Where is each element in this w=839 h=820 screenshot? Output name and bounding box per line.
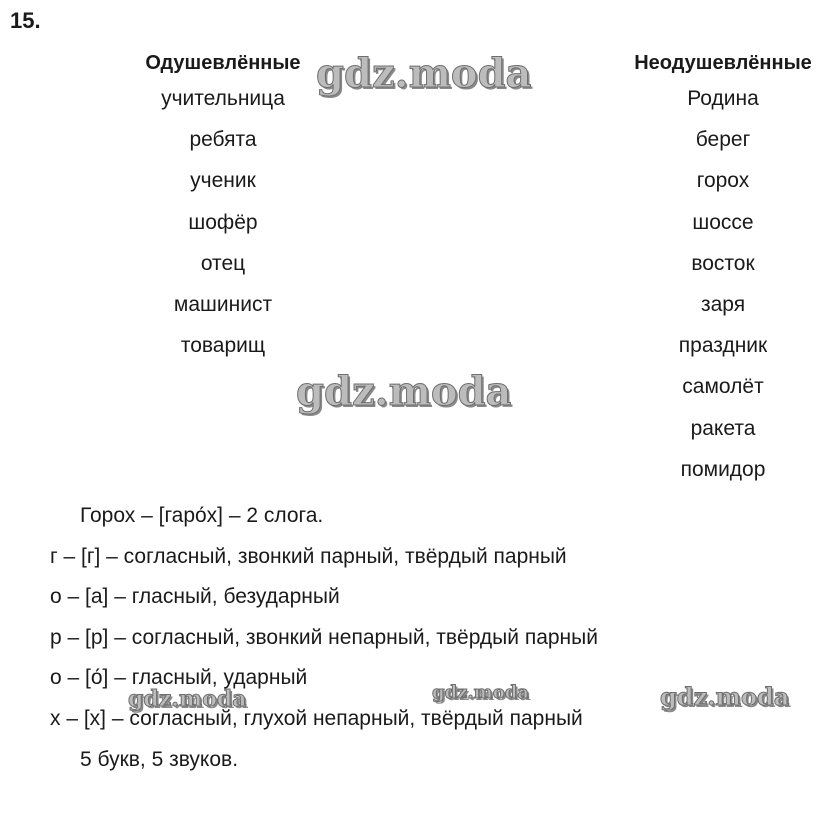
watermark: gdz.moda — [432, 682, 529, 703]
letter-analysis-line: о – [о́] – гласный, ударный — [50, 666, 308, 690]
list-item: шофёр — [188, 210, 258, 234]
list-item: шоссе — [692, 210, 754, 234]
list-item: ракета — [690, 416, 756, 440]
animate-column — [112, 48, 334, 366]
list-item: ученик — [190, 169, 256, 193]
letter-analysis-line: х – [х] – согласный, глухой непарный, твёрдый парный — [50, 706, 583, 730]
list-item: учительница — [161, 87, 285, 110]
letter-analysis-line: г – [г] – согласный, звонкий парный, твёрдый парный — [50, 544, 567, 568]
animate-list — [112, 78, 334, 366]
list-item: берег — [695, 128, 751, 152]
letter-analysis-line: о – [а] – гласный, безударный — [50, 585, 340, 609]
list-item: машинист — [173, 292, 273, 316]
inanimate-heading: Неодушевлённые — [634, 52, 812, 74]
inanimate-list — [612, 78, 834, 490]
animate-heading: Одушевлённые — [145, 52, 301, 74]
inanimate-column — [612, 48, 834, 490]
watermark: gdz.moda — [660, 682, 790, 711]
watermark: gdz.moda — [128, 686, 247, 712]
letter-analysis-line: р – [р] – согласный, звонкий непарный, твёрдый парный — [50, 625, 598, 649]
exercise-number: 15. — [10, 8, 41, 33]
list-item: отец — [200, 251, 246, 275]
phonetic-analysis — [50, 496, 810, 780]
analysis-intro: Горох – [гаро́х] – 2 слога. — [80, 504, 324, 527]
watermark: gdz.moda — [316, 50, 532, 97]
list-item: товарищ — [180, 334, 266, 358]
list-item: самолёт — [682, 375, 764, 399]
list-item: праздник — [678, 334, 768, 358]
list-item: заря — [700, 292, 746, 316]
list-item: Родина — [687, 87, 759, 110]
watermark: gdz.moda — [296, 368, 512, 415]
list-item: помидор — [680, 457, 766, 481]
analysis-summary: 5 букв, 5 звуков. — [80, 747, 239, 771]
list-item: ребята — [189, 128, 257, 152]
list-item: восток — [691, 251, 755, 275]
list-item: горох — [696, 169, 750, 193]
